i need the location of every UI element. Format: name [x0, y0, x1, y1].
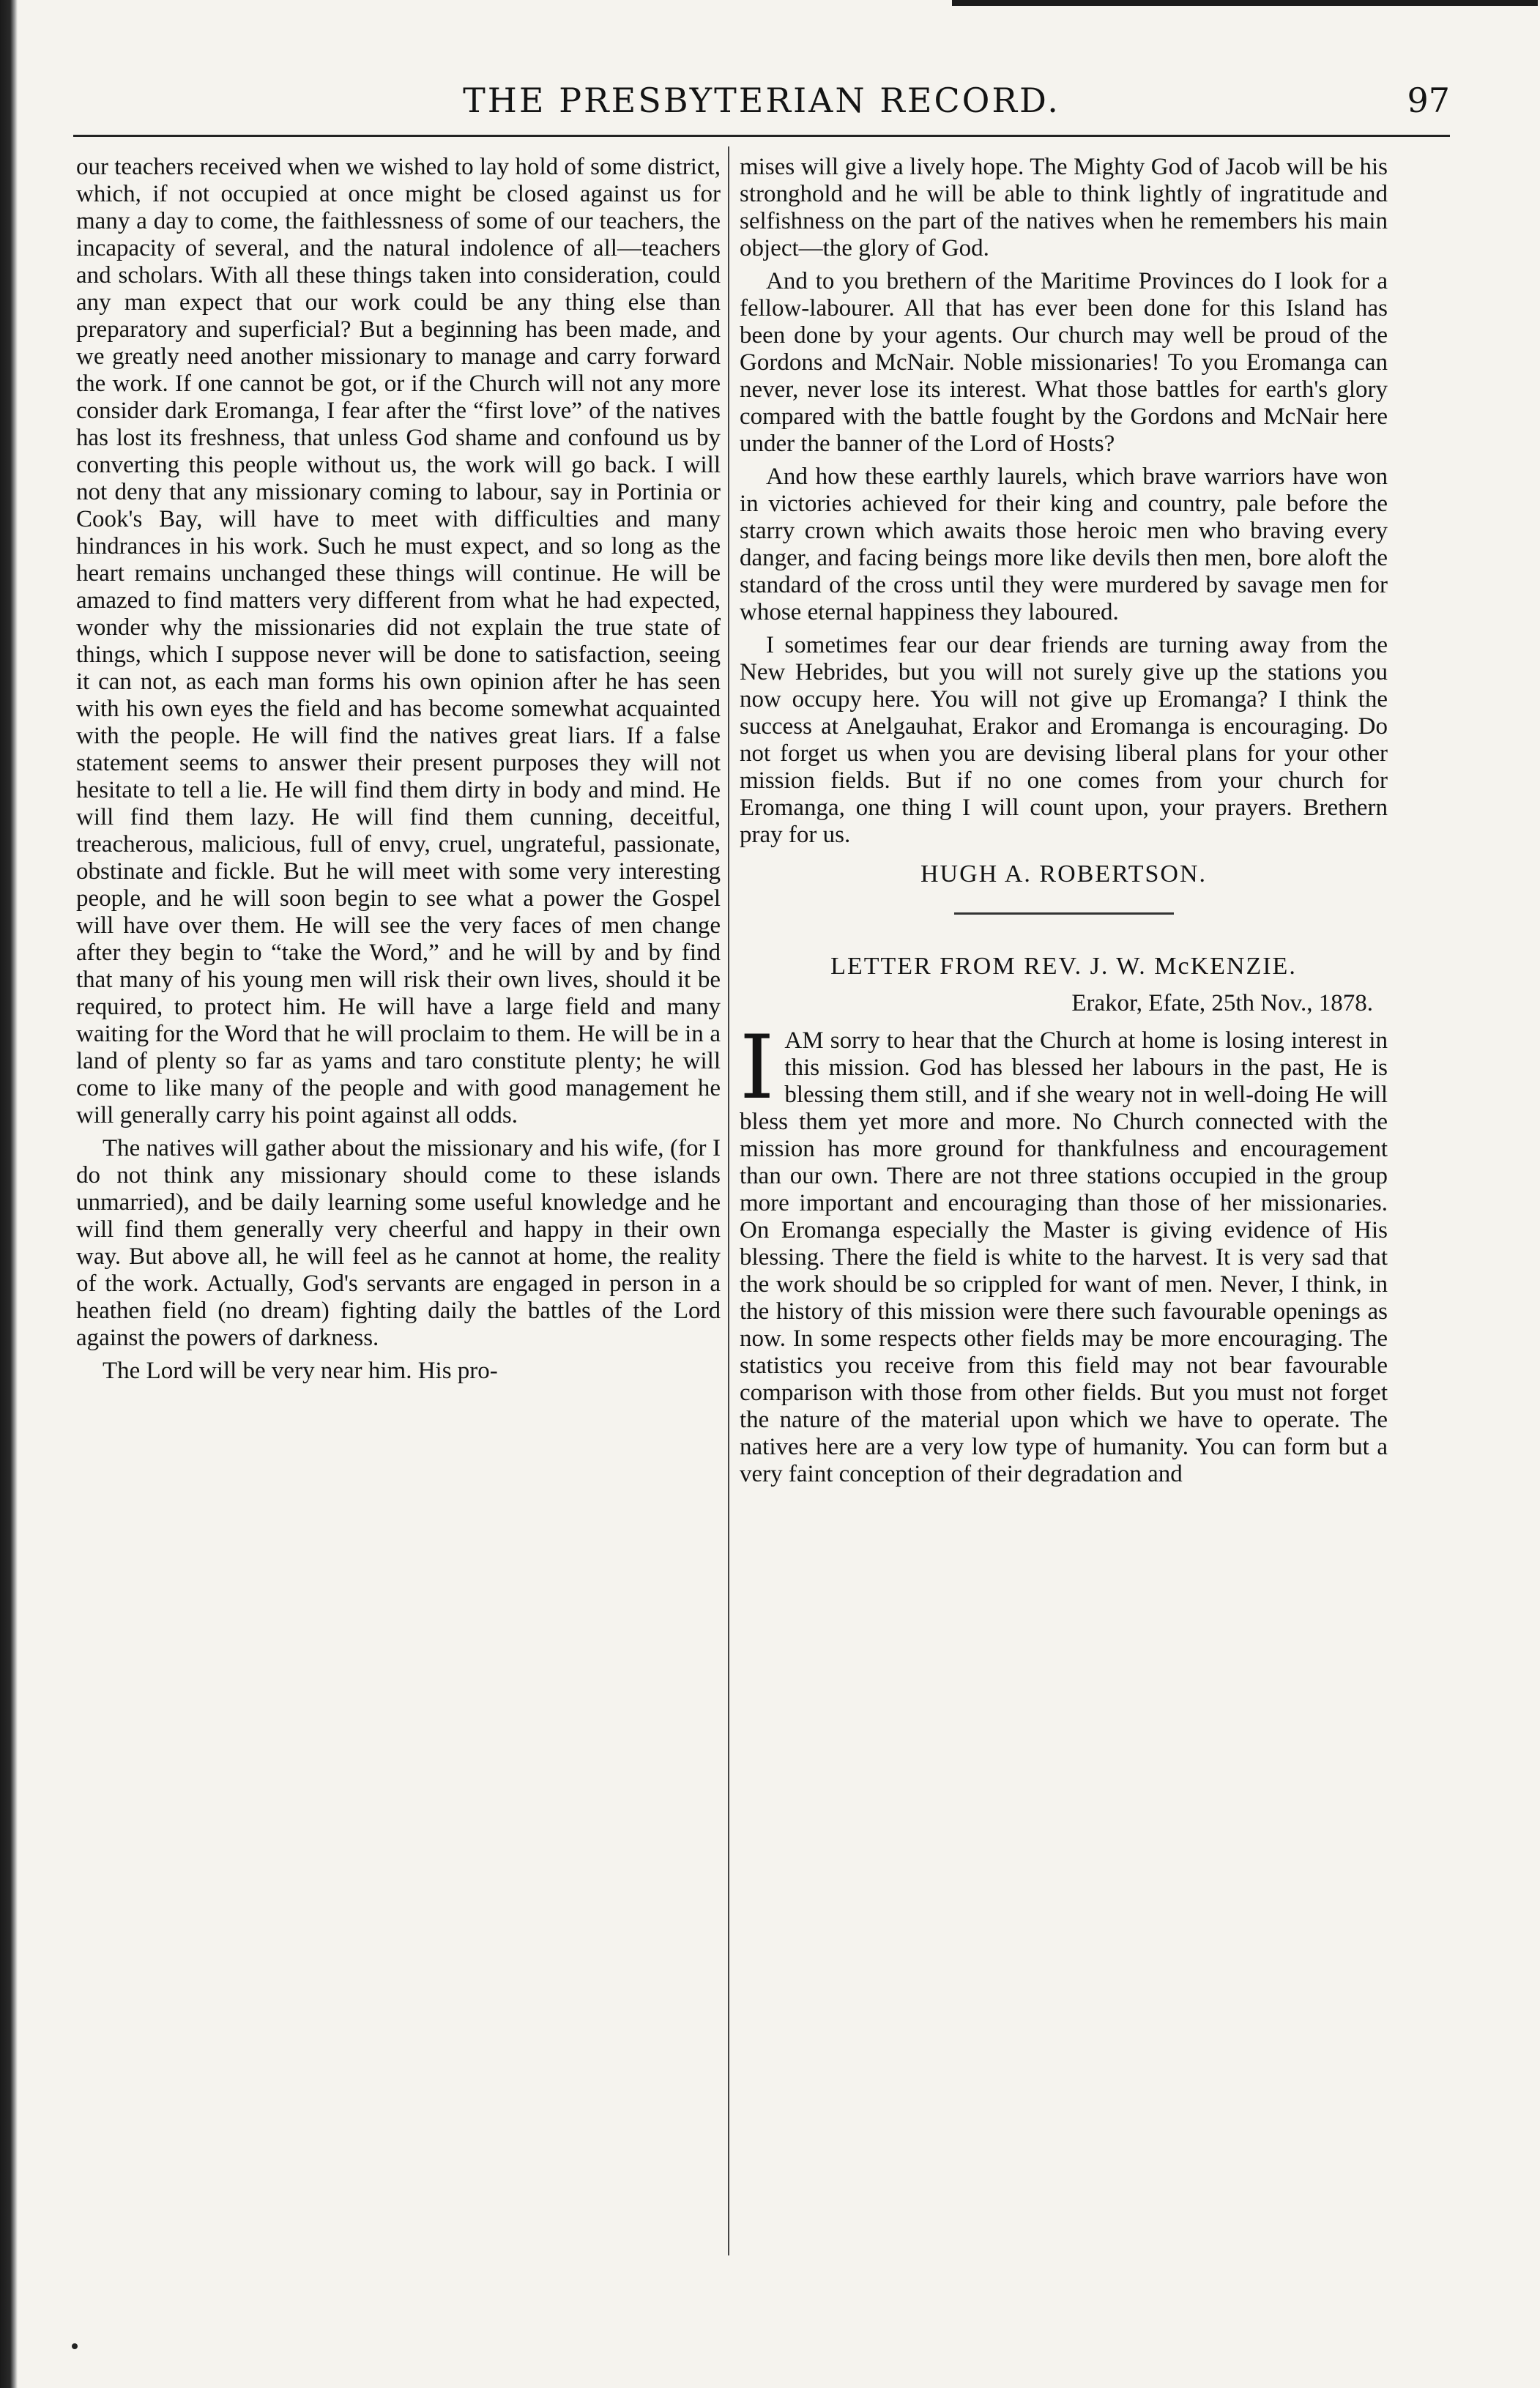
- masthead-title: THE PRESBYTERIAN RECORD.: [463, 81, 1060, 120]
- section-rule: [954, 912, 1174, 915]
- left-paragraph-2: The natives will gather about the missionary and his wife, (for I do not think any missionary should come to these islands unmarried), and be daily learning some useful knowledge and he will find them generally very cheerful and happy in their own way. But above all, he will feel as he cannot at home, the reality of the work. Actually, God's servants are engaged in person in a heathen field (no dream) fighting daily the battles of the Lord against the powers of darkness.: [76, 1135, 721, 1351]
- left-column: [76, 154, 721, 1391]
- signature: HUGH A. ROBERTSON.: [920, 860, 1207, 888]
- right-paragraph-1: mises will give a lively hope. The Mighty God of Jacob will be his stronghold and he will be able to think lightly of ingratitude and selfishness on the part of the natives when he remembers his main object—the glory of God.: [740, 154, 1388, 261]
- left-paragraph-1: our teachers received when we wished to lay hold of some district, which, if not occupied at once might be closed against us for many a day to come, the faithlessness of some of our teachers, the incapacity of several, and the natural indolence of all—teachers and scholars. With all these things taken into consideration, could any man expect that our work could be any thing else than preparatory and superficial? But a beginning has been made, and we greatly need another missionary to manage and carry forward the work. If one cannot be got, or if the Church will not any more consider dark Eromanga, I fear after the “first love” of the natives has lost its freshness, that unless God shame and confound us by converting this people without us, the work will go back. I will not deny that any missionary coming to labour, say in Portinia or Cook's Bay, will have to meet with difficulties and many hindrances in his work. Such he must expect, and so long as the heart remains unchanged these things will continue. He will be amazed to find matters very different from what he had expected, wonder why the missionaries did not explain the true state of things, which I suppose never will be done to satisfaction, seeing it can not, as each man forms his own opinion after he has seen with his own eyes the field and has become somewhat acquainted with the people. He will find the natives great liars. If a false statement seems to answer their present purposes they will not hesitate to tell a lie. He will find them dirty in body and mind. He will find them lazy. He will find them cunning, deceitful, treacherous, malicious, full of envy, cruel, ungrateful, passionate, obstinate and fickle. But he will meet with some very interesting people, and he will soon begin to see what a power the Gospel will have over them. He will see the very faces of men change after they begin to “take the Word,” and he will by and by find that many of his young men will risk their own lives, should it be required, to protect him. He will have a large field and many waiting for the Word that he will proclaim to them. He will be in a land of plenty so far as yams and taro constitute plenty; he will come to like many of the people and with good management he will generally carry his point against all odds.: [76, 154, 721, 1128]
- left-paragraph-3: The Lord will be very near him. His pro-: [103, 1358, 498, 1384]
- letter-body: AM sorry to hear that the Church at home is losing interest in this mission. God has blessed her labours in the past, He is blessing them still, and if she weary not in well-doing He will bless them yet more and more. No Church connected with the mission has more ground for thankfulness and encouragement than our own. There are not three stations occupied in the group more important and encouraging than those of her missionaries. On Eromanga especially the Master is giving evidence of His blessing. There the field is white to the harvest. It is very sad that the work should be so crippled for want of men. Never, I think, in the history of this mission were there such favourable openings as now. In some respects other fields may be more encouraging. The statistics you receive from this field may not bear favourable comparison with those from other fields. But you must not forget the nature of the material upon which we have to operate. The natives here are a very low type of humanity. You can form but a very faint conception of their degradation and: [740, 1027, 1388, 1487]
- column-divider: [728, 146, 729, 2255]
- header-rule: [73, 135, 1450, 137]
- right-paragraph-3: And how these earthly laurels, which brave warriors have won in victories achieved for their king and country, pale before the starry crown which awaits those heroic men who braving every danger, and facing beings more like devils then men, bore aloft the standard of the cross until they were murdered by savage men for whose eternal happiness they laboured.: [740, 464, 1388, 625]
- scan-binding-edge: [0, 0, 18, 2388]
- page-header: [73, 67, 1450, 133]
- dateline: Erakor, Efate, 25th Nov., 1878.: [1071, 990, 1373, 1016]
- article-title: LETTER FROM REV. J. W. McKENZIE.: [830, 953, 1297, 980]
- drop-cap: I: [740, 1017, 775, 1119]
- page-number: 97: [1407, 81, 1450, 120]
- right-paragraph-2: And to you brethern of the Maritime Provinces do I look for a fellow-labourer. All that has ever been done for this Island has been done by your agents. Our church may well be proud of the Gordons and McNair. Noble missionaries! To you Eromanga can never, never lose its interest. What those battles for earth's glory compared with the battle fought by the Gordons and McNair here under the banner of the Lord of Hosts?: [740, 268, 1388, 457]
- right-paragraph-4: I sometimes fear our dear friends are turning away from the New Hebrides, but you will not surely give up the stations you now occupy here. You will not give up Eromanga? I think the success at Anelgauhat, Erakor and Eromanga is encouraging. Do not forget us when you are devising liberal plans for your other mission fields. But if no one comes from your church for Eromanga, one thing I will count upon, your prayers. Brethern pray for us.: [740, 632, 1388, 848]
- right-column: [740, 154, 1388, 1494]
- scan-top-rule: [952, 0, 1538, 6]
- letter-paragraph: [740, 1017, 1388, 1488]
- bottom-speck: [72, 2343, 78, 2349]
